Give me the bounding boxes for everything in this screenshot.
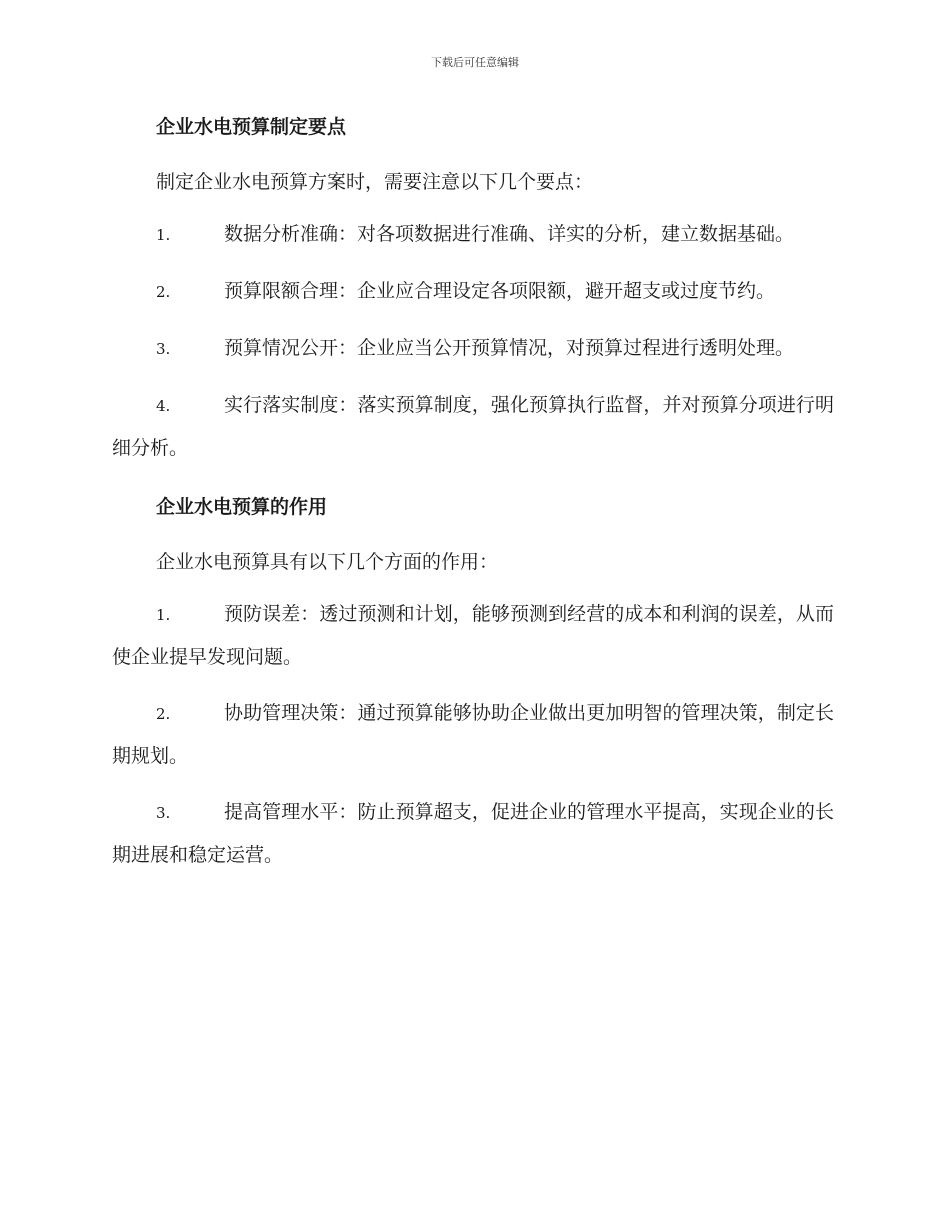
- list-item: [112, 384, 834, 469]
- list-text: 实行落实制度：落实预算制度，强化预算执行监督，并对预算分项进行明细分析。: [112, 394, 834, 459]
- list-text: 数据分析准确：对各项数据进行准确、详实的分析，建立数据基础。: [224, 223, 795, 245]
- list-item: [112, 593, 834, 678]
- list-item: [112, 327, 834, 370]
- list-item: [112, 692, 834, 777]
- section-intro: 企业水电预算具有以下几个方面的作用：: [156, 551, 499, 573]
- list-item: [112, 213, 834, 256]
- list-text: 预算情况公开：企业应当公开预算情况，对预算过程进行透明处理。: [224, 337, 795, 359]
- list-text: 提高管理水平：防止预算超支，促进企业的管理水平提高，实现企业的长期进展和稳定运营。: [112, 801, 834, 866]
- list-item: [112, 791, 834, 876]
- list-number: 4.: [156, 397, 171, 415]
- list-number: 1.: [156, 226, 171, 244]
- list-number: 2.: [156, 705, 171, 723]
- section-intro: 制定企业水电预算方案时，需要注意以下几个要点：: [156, 171, 594, 193]
- list-number: 3.: [156, 340, 171, 358]
- list-text: 协助管理决策：通过预算能够协助企业做出更加明智的管理决策，制定长期规划。: [112, 702, 834, 767]
- list-text: 预算限额合理：企业应合理设定各项限额，避开超支或过度节约。: [224, 280, 776, 302]
- page-header: 下载后可任意编辑: [431, 56, 519, 69]
- list-number: 2.: [156, 283, 171, 301]
- list-number: 3.: [156, 804, 171, 822]
- section-title-budget-role: 企业水电预算的作用: [156, 496, 328, 518]
- list-text: 预防误差：透过预测和计划，能够预测到经营的成本和利润的误差，从而使企业提早发现问题。: [112, 603, 834, 668]
- section-title-budget-points: 企业水电预算制定要点: [156, 116, 347, 138]
- document-body: [112, 110, 834, 876]
- list-number: 1.: [156, 606, 171, 624]
- list-item: [112, 270, 834, 313]
